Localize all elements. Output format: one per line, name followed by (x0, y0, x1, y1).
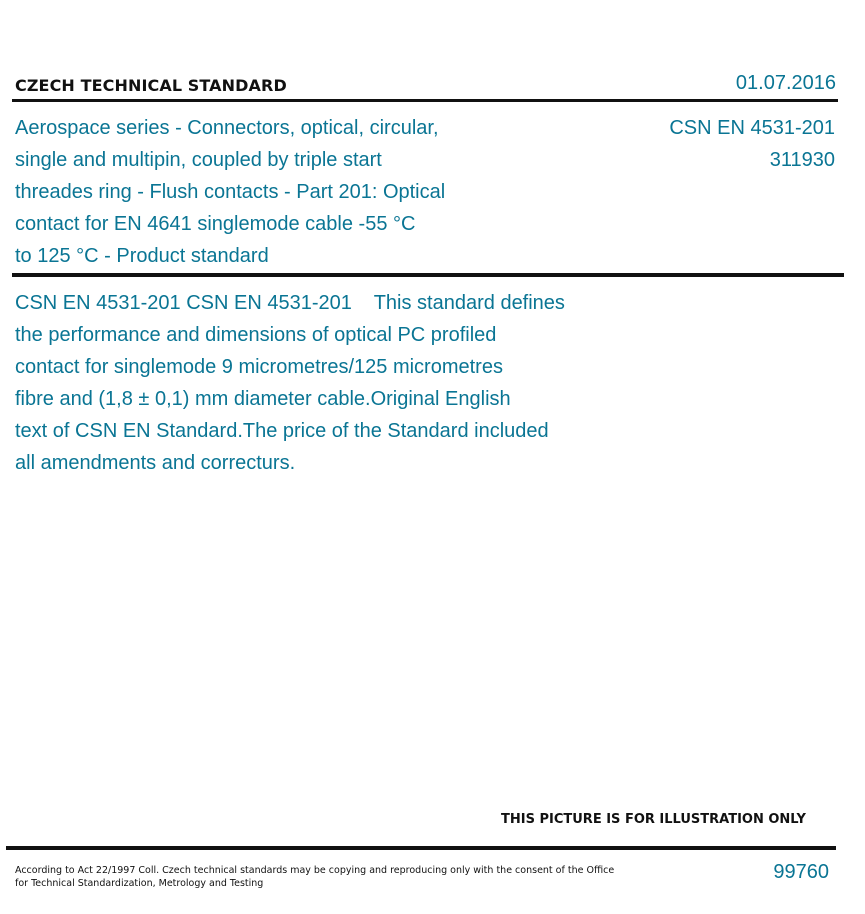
standard-description (15, 287, 635, 479)
footer-divider (6, 846, 836, 850)
standard-title-line: to 125 °C - Product standard (15, 245, 269, 267)
footer-document-number: 99760 (773, 861, 829, 883)
standard-title-line: contact for EN 4641 singlemode cable -55 °C (15, 213, 416, 235)
title-divider (12, 273, 844, 277)
description-line: contact for singlemode 9 micrometres/125 micrometres (15, 356, 503, 378)
legal-notice (15, 864, 615, 890)
legal-line: According to Act 22/1997 Coll. Czech technical standards may be copying and reproducing only with the consent of the Office (15, 865, 615, 876)
description-line: text of CSN EN Standard.The price of the Standard included (15, 420, 549, 442)
standard-identifiers (669, 112, 835, 176)
header-divider (12, 99, 838, 102)
standard-title-line: single and multipin, coupled by triple start (15, 149, 382, 171)
catalog-number: 311930 (769, 149, 835, 171)
standard-title-line: threades ring - Flush contacts - Part 201: Optical (15, 181, 446, 203)
standard-code: CSN EN 4531-201 (669, 117, 835, 139)
publication-date: 01.07.2016 (735, 72, 836, 94)
description-line: CSN EN 4531-201 CSN EN 4531-201 This standard defines (15, 292, 565, 314)
legal-line: for Technical Standardization, Metrology and Testing (15, 878, 264, 889)
illustration-disclaimer: THIS PICTURE IS FOR ILLUSTRATION ONLY (501, 812, 806, 827)
standard-title-line: Aerospace series - Connectors, optical, circular, (15, 117, 439, 139)
description-line: the performance and dimensions of optical PC profiled (15, 324, 497, 346)
description-line: all amendments and correcturs. (15, 452, 296, 474)
description-line: fibre and (1,8 ± 0,1) mm diameter cable.Original English (15, 388, 511, 410)
standard-title (15, 112, 515, 272)
document-type-heading: CZECH TECHNICAL STANDARD (15, 76, 287, 95)
